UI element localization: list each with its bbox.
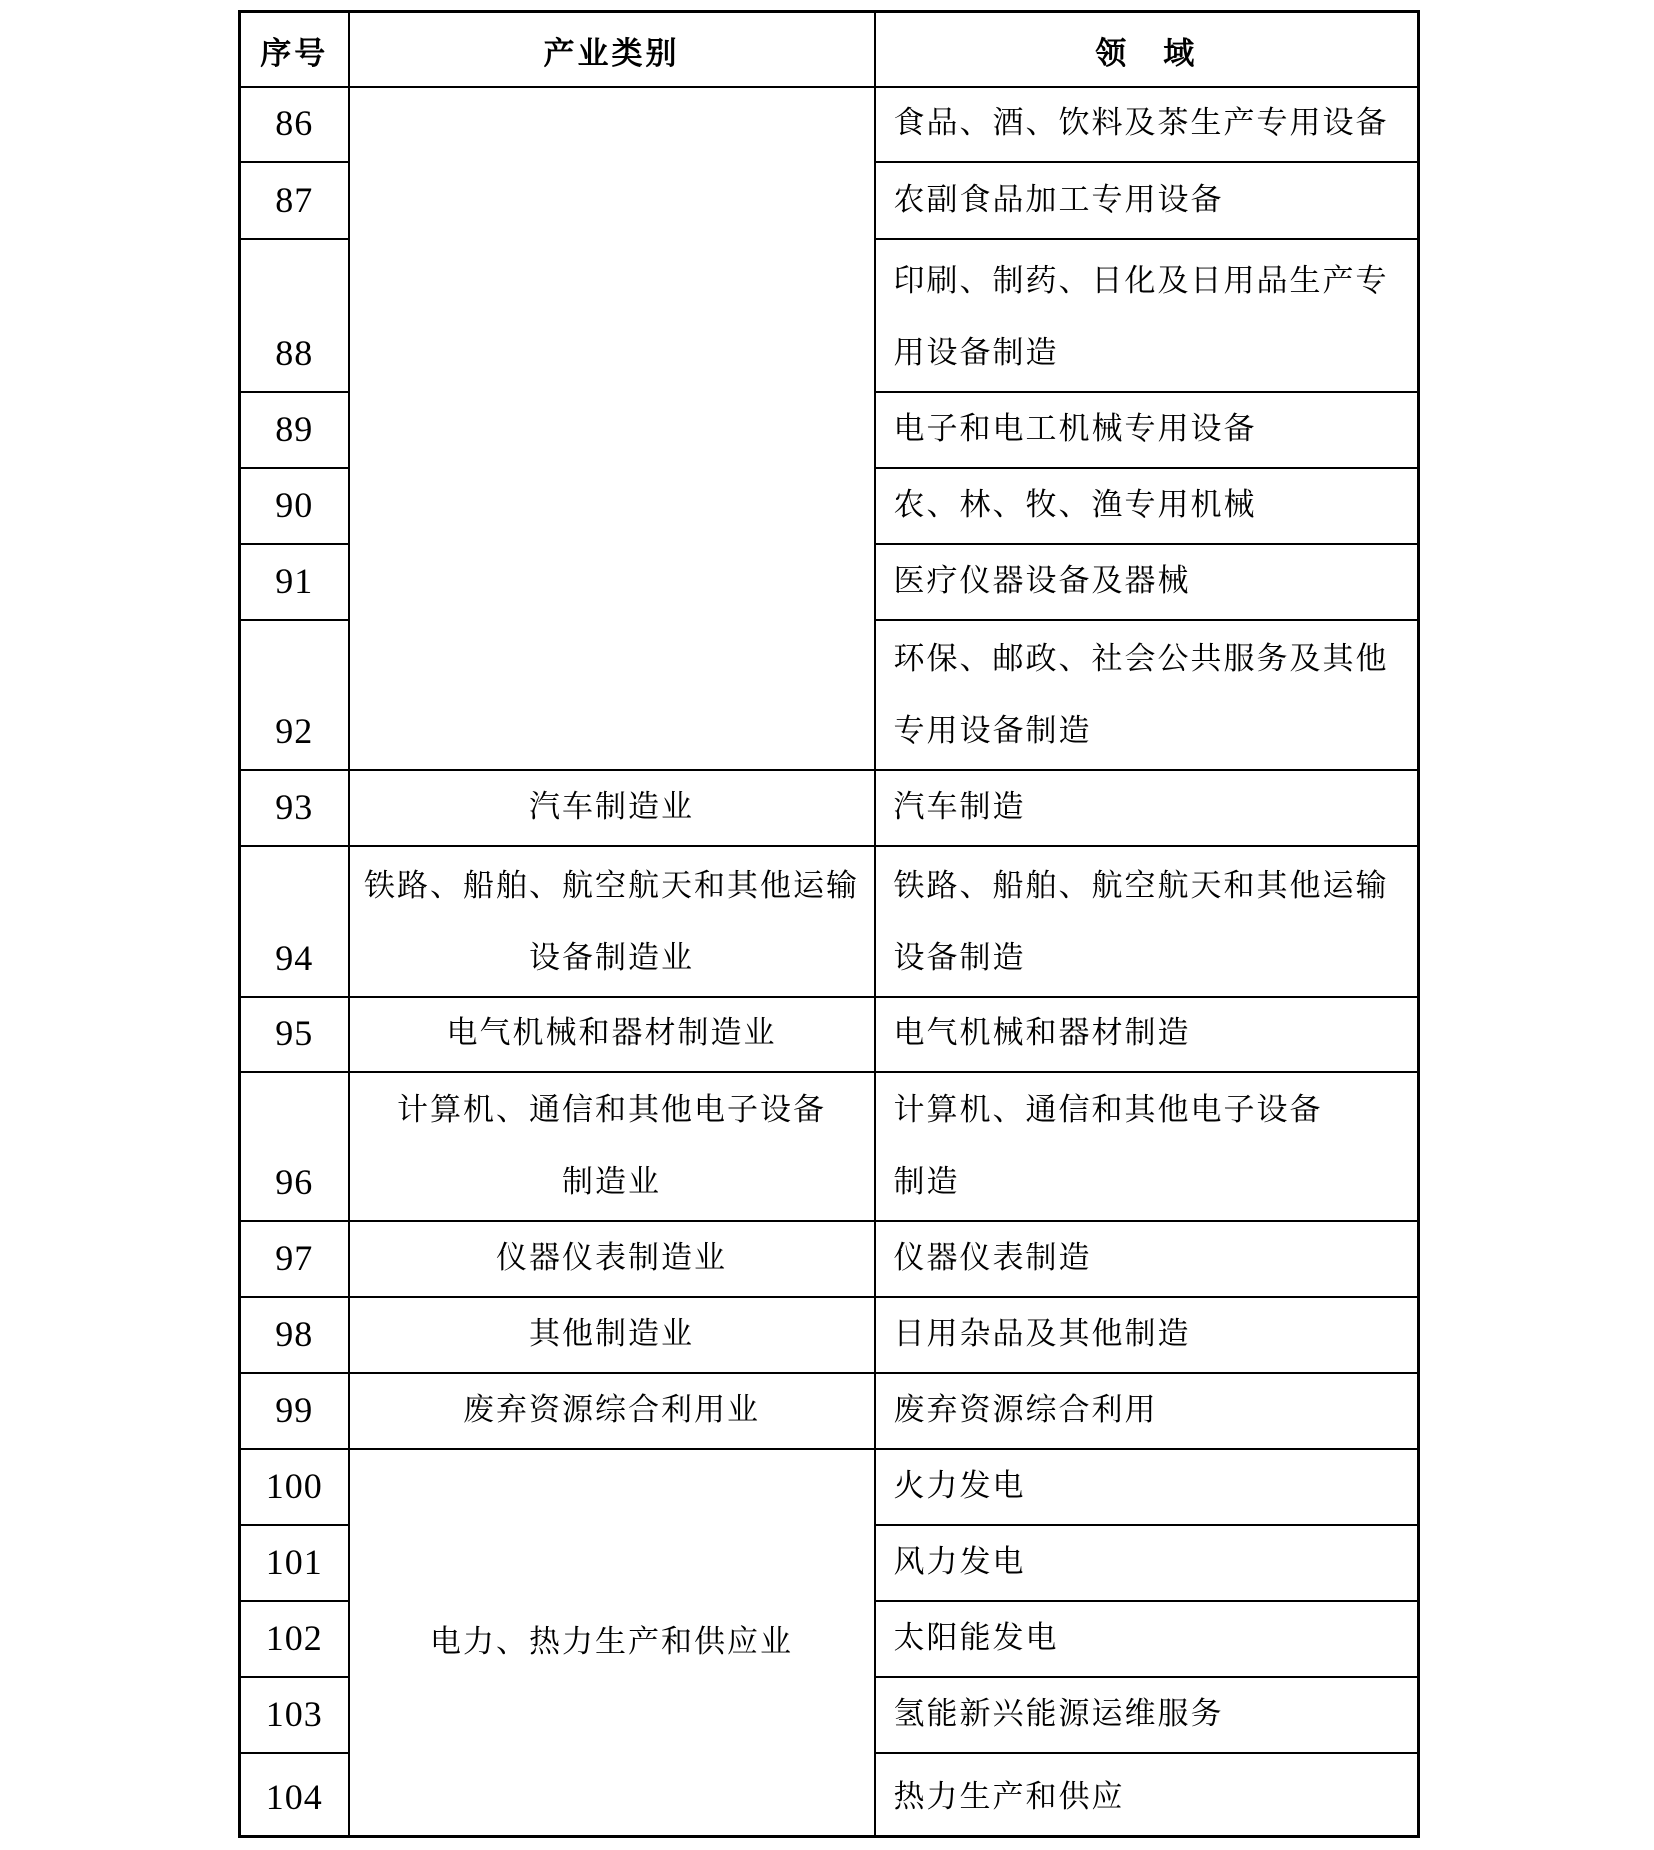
field-text-line: 日用杂品及其他制造	[893, 1315, 1191, 1351]
row-number: 100	[265, 1465, 323, 1506]
row-number: 92	[275, 710, 314, 751]
field-cell	[875, 1753, 1419, 1837]
field-cell	[875, 1297, 1419, 1373]
row-number: 102	[265, 1617, 323, 1658]
category-text-line: 废弃资源综合利用业	[463, 1391, 760, 1427]
field-text-line: 专用设备制造	[893, 712, 1092, 748]
row-number: 89	[275, 408, 314, 449]
row-number-content	[241, 1755, 348, 1835]
field-text-line: 汽车制造	[893, 788, 1026, 824]
field-content	[876, 1452, 1418, 1524]
category-content	[350, 849, 874, 996]
category-text-line: 计算机、通信和其他电子设备	[397, 1091, 826, 1127]
field-cell	[875, 620, 1419, 770]
row-number-content	[241, 623, 348, 769]
row-number: 95	[275, 1012, 314, 1053]
row-number-cell	[240, 770, 349, 846]
category-text-line: 其他制造业	[529, 1315, 694, 1351]
field-content	[876, 471, 1418, 543]
row-number: 91	[275, 560, 314, 601]
field-text-line: 设备制造	[893, 939, 1026, 975]
category-cell	[349, 770, 875, 846]
field-text-line: 环保、邮政、社会公共服务及其他	[893, 640, 1389, 676]
field-content	[876, 849, 1418, 996]
table-row	[240, 997, 1419, 1072]
category-content	[350, 1075, 874, 1220]
row-number-content	[241, 165, 348, 238]
industry-category-table	[238, 10, 1420, 1838]
field-cell	[875, 468, 1419, 544]
field-cell	[875, 1601, 1419, 1677]
table-row	[240, 846, 1419, 997]
field-content	[876, 1680, 1418, 1752]
field-cell	[875, 1373, 1419, 1449]
row-number: 93	[275, 786, 314, 827]
field-text-line: 制造	[893, 1163, 960, 1199]
row-number-content	[241, 1000, 348, 1071]
row-number: 87	[275, 179, 314, 220]
field-content	[876, 90, 1418, 161]
row-number: 103	[265, 1693, 323, 1734]
row-number: 94	[275, 937, 314, 978]
field-cell	[875, 997, 1419, 1072]
category-content	[350, 1224, 874, 1296]
row-number-content	[241, 90, 348, 161]
category-cell	[349, 1221, 875, 1297]
field-content	[876, 1755, 1418, 1835]
table-header-row	[240, 12, 1419, 87]
row-number-content	[241, 773, 348, 845]
category-cell	[349, 997, 875, 1072]
header-cell-content	[350, 15, 874, 86]
field-text-line: 农、林、牧、渔专用机械	[893, 486, 1257, 522]
field-cell	[875, 1677, 1419, 1753]
field-content	[876, 623, 1418, 769]
row-number-cell	[240, 1525, 349, 1601]
field-content	[876, 547, 1418, 619]
header-cell-no	[240, 12, 349, 87]
row-number-cell	[240, 1373, 349, 1449]
category-cell	[349, 1072, 875, 1221]
table-row	[240, 770, 1419, 846]
row-number: 90	[275, 484, 314, 525]
row-number-content	[241, 1075, 348, 1220]
field-cell	[875, 1072, 1419, 1221]
row-number: 104	[265, 1777, 323, 1817]
category-text-line: 铁路、船舶、航空航天和其他运输	[364, 867, 859, 903]
table-row	[240, 1449, 1419, 1525]
row-number-content	[241, 547, 348, 619]
field-content	[876, 1224, 1418, 1296]
field-cell	[875, 239, 1419, 392]
field-text-line: 氢能新兴能源运维服务	[893, 1695, 1224, 1731]
row-number-content	[241, 1528, 348, 1600]
field-text-line: 风力发电	[893, 1543, 1026, 1579]
field-text-line: 废弃资源综合利用	[893, 1391, 1158, 1427]
row-number: 86	[275, 102, 314, 143]
table-body	[240, 12, 1419, 1837]
category-content	[350, 1300, 874, 1372]
header-cell-category	[349, 12, 875, 87]
row-number-cell	[240, 1072, 349, 1221]
field-cell	[875, 846, 1419, 997]
field-content	[876, 1528, 1418, 1600]
row-number-content	[241, 395, 348, 467]
row-number: 88	[275, 332, 314, 373]
row-number-cell	[240, 1753, 349, 1837]
field-content	[876, 1376, 1418, 1448]
row-number-content	[241, 1224, 348, 1296]
field-cell	[875, 87, 1419, 162]
column-header-label: 领 域	[1095, 35, 1198, 71]
field-cell	[875, 770, 1419, 846]
row-number-content	[241, 1300, 348, 1372]
field-content	[876, 165, 1418, 238]
category-cell-empty	[349, 87, 875, 770]
category-content	[350, 90, 874, 769]
row-number-content	[241, 1452, 348, 1524]
row-number: 101	[265, 1541, 323, 1582]
row-number-content	[241, 1376, 348, 1448]
row-number-content	[241, 242, 348, 391]
row-number-cell	[240, 997, 349, 1072]
field-cell	[875, 1221, 1419, 1297]
field-content	[876, 242, 1418, 391]
field-text-line: 用设备制造	[893, 334, 1059, 370]
row-number-cell	[240, 162, 349, 239]
column-header-label: 产业类别	[543, 35, 680, 71]
field-text-line: 仪器仪表制造	[893, 1239, 1092, 1275]
table-row	[240, 1373, 1419, 1449]
category-content	[350, 1376, 874, 1448]
field-text-line: 农副食品加工专用设备	[893, 181, 1224, 217]
field-text-line: 铁路、船舶、航空航天和其他运输	[893, 867, 1389, 903]
row-number-cell	[240, 1297, 349, 1373]
field-cell	[875, 1449, 1419, 1525]
field-content	[876, 1075, 1418, 1220]
row-number-cell	[240, 846, 349, 997]
category-text-line: 电力、热力生产和供应业	[430, 1624, 793, 1659]
row-number-content	[241, 471, 348, 543]
field-content	[876, 1000, 1418, 1071]
field-text-line: 太阳能发电	[893, 1619, 1059, 1655]
field-cell	[875, 544, 1419, 620]
field-text-line: 医疗仪器设备及器械	[893, 562, 1191, 598]
category-text-line: 电气机械和器材制造业	[446, 1014, 777, 1050]
row-number-cell	[240, 87, 349, 162]
field-cell	[875, 392, 1419, 468]
row-number-cell	[240, 620, 349, 770]
field-text-line: 食品、酒、饮料及茶生产专用设备	[893, 104, 1389, 140]
field-text-line: 热力生产和供应	[893, 1779, 1125, 1814]
category-cell	[349, 1449, 875, 1837]
row-number: 97	[275, 1237, 314, 1278]
category-text-line: 设备制造业	[529, 939, 694, 975]
field-text-line: 电子和电工机械专用设备	[893, 410, 1257, 446]
row-number-cell	[240, 1601, 349, 1677]
category-cell	[349, 1297, 875, 1373]
row-number-content	[241, 1680, 348, 1752]
row-number-cell	[240, 392, 349, 468]
field-cell	[875, 1525, 1419, 1601]
row-number-cell	[240, 468, 349, 544]
row-number-cell	[240, 1449, 349, 1525]
category-text-line: 汽车制造业	[529, 788, 694, 824]
field-text-line: 印刷、制药、日化及日用品生产专	[893, 262, 1389, 298]
category-content	[350, 1451, 874, 1835]
row-number-cell	[240, 544, 349, 620]
row-number: 99	[275, 1389, 314, 1430]
field-content	[876, 1300, 1418, 1372]
row-number-cell	[240, 1677, 349, 1753]
column-header-label: 序号	[260, 35, 329, 71]
category-content	[350, 1000, 874, 1071]
header-cell-field	[875, 12, 1419, 87]
table-row	[240, 87, 1419, 162]
category-text-line: 仪器仪表制造业	[496, 1239, 727, 1275]
header-cell-content	[876, 15, 1418, 86]
category-cell	[349, 846, 875, 997]
field-content	[876, 1604, 1418, 1676]
row-number-cell	[240, 1221, 349, 1297]
category-content	[350, 773, 874, 845]
table-row	[240, 1072, 1419, 1221]
row-number: 98	[275, 1313, 314, 1354]
field-cell	[875, 162, 1419, 239]
field-text-line: 火力发电	[893, 1467, 1026, 1503]
category-cell	[349, 1373, 875, 1449]
table-row	[240, 1221, 1419, 1297]
row-number-content	[241, 849, 348, 996]
row-number: 96	[275, 1161, 314, 1202]
field-text-line: 电气机械和器材制造	[893, 1014, 1191, 1050]
field-text-line: 计算机、通信和其他电子设备	[893, 1091, 1323, 1127]
category-text-line: 制造业	[562, 1163, 661, 1199]
row-number-cell	[240, 239, 349, 392]
header-cell-content	[241, 15, 348, 86]
row-number-content	[241, 1604, 348, 1676]
table-row	[240, 1297, 1419, 1373]
field-content	[876, 395, 1418, 467]
field-content	[876, 773, 1418, 845]
